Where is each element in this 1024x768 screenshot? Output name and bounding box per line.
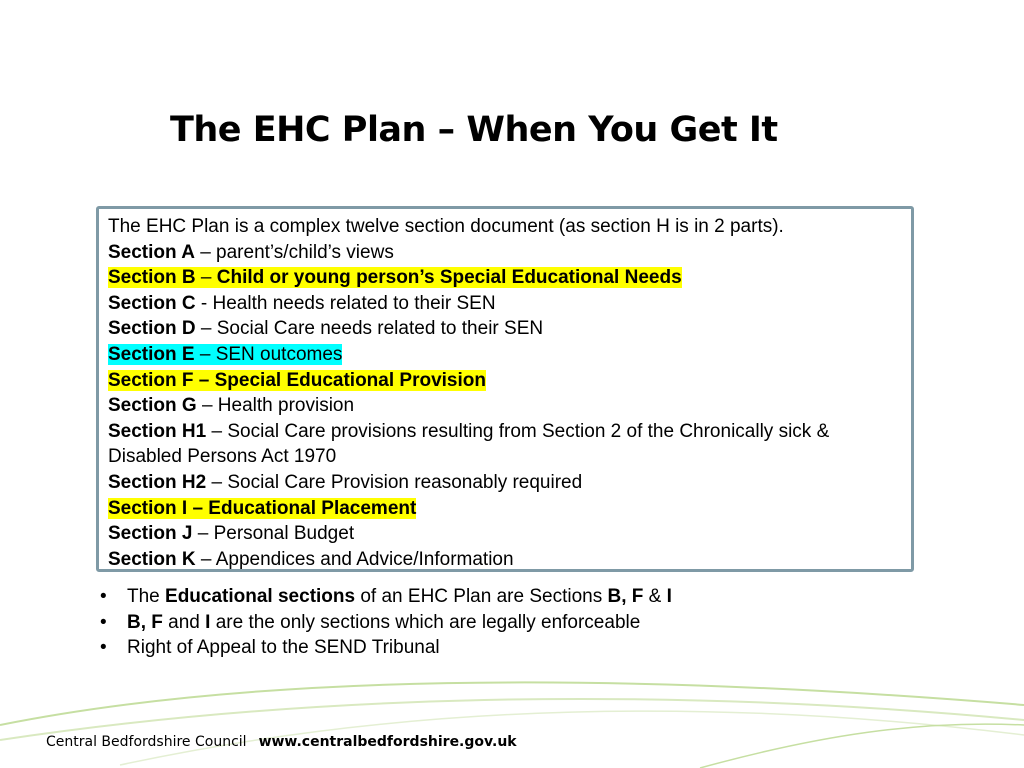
section-b-text: Child or young person’s Special Educational Needs [216,267,682,289]
footer-org: Central Bedfordshire Council [46,734,247,750]
section-h1-line [108,419,911,445]
section-d-text: – Social Care needs related to their SEN [195,318,544,340]
bullet-item-educational-sections [100,584,672,610]
section-f-line [108,368,911,394]
section-h1-label: Section H1 [108,420,207,442]
section-e-text: – SEN outcomes [194,343,343,365]
section-b-line [108,265,911,291]
bullet-1-bold: Educational sections [165,586,356,607]
bullet-2-mid: and [162,611,206,633]
section-c-text: - Health needs related to their SEN [195,292,496,314]
bullet-3-text: Right of Appeal to the SEND Tribunal [127,637,440,659]
bullet-1-bold2: B, F [607,586,644,607]
section-a-text: – parent’s/child’s views [194,241,394,263]
section-h1-line-2: Disabled Persons Act 1970 [108,446,337,468]
section-d-label: Section D [108,318,196,340]
section-e-highlight [108,344,342,365]
bullet-item-appeal [100,635,672,661]
section-h2-label: Section H2 [108,471,207,493]
bullet-1-bold3: I [666,586,672,607]
section-b-highlight [108,267,682,288]
bullet-marker: • [100,611,107,633]
bullet-2-post: are the only sections which are legally enforceable [210,611,641,633]
section-f-label: Section F – Special Educational Provision [108,369,486,391]
section-a-label: Section A [108,241,195,263]
sections-box [96,206,914,572]
section-g-line [108,393,911,419]
section-h2-line [108,470,911,496]
section-c-line [108,291,911,317]
section-j-line [108,521,911,547]
bullet-item-enforceable [100,610,672,636]
slide-title: The EHC Plan – When You Get It [170,110,778,150]
footer [46,734,517,750]
section-j-text: – Personal Budget [192,523,355,545]
section-e-line [108,342,911,368]
section-e-label: Section E [108,343,195,365]
section-h2-text: – Social Care Provision reasonably required [206,471,583,493]
bullet-1-mid: of an EHC Plan are Sections [355,586,608,607]
footer-url[interactable]: www.centralbedfordshire.gov.uk [258,734,517,750]
bullet-marker: • [100,586,107,607]
decorative-swoosh [0,665,1024,768]
section-g-label: Section G [108,395,197,417]
section-g-text: – Health provision [196,395,355,417]
section-i-line [108,496,911,522]
swoosh-line-1 [0,682,1024,725]
bullet-1-pre: The [127,586,166,607]
section-i-label: Section I – Educational Placement [108,497,417,519]
section-j-label: Section J [108,523,193,545]
section-a-line [108,240,911,266]
section-k-line [108,547,911,573]
bullet-2-bold: B, F [127,611,163,633]
section-b-dash: – [195,267,217,289]
section-d-line [108,316,911,342]
bullet-marker: • [100,637,107,659]
bullet-list [100,584,672,661]
section-k-label: Section K [108,548,196,570]
intro-line: The EHC Plan is a complex twelve section document (as section H is in 2 parts). [108,216,784,237]
swoosh-line-4 [700,724,1024,768]
section-c-label: Section C [108,292,196,314]
bullet-2-bold2: I [205,611,211,633]
section-b-label: Section B [108,267,196,289]
bullet-1-amp: & [643,586,667,607]
section-k-text: – Appendices and Advice/Information [195,548,514,570]
section-h1-text: – Social Care provisions resulting from Section 2 of the Chronically sick & [206,420,830,442]
